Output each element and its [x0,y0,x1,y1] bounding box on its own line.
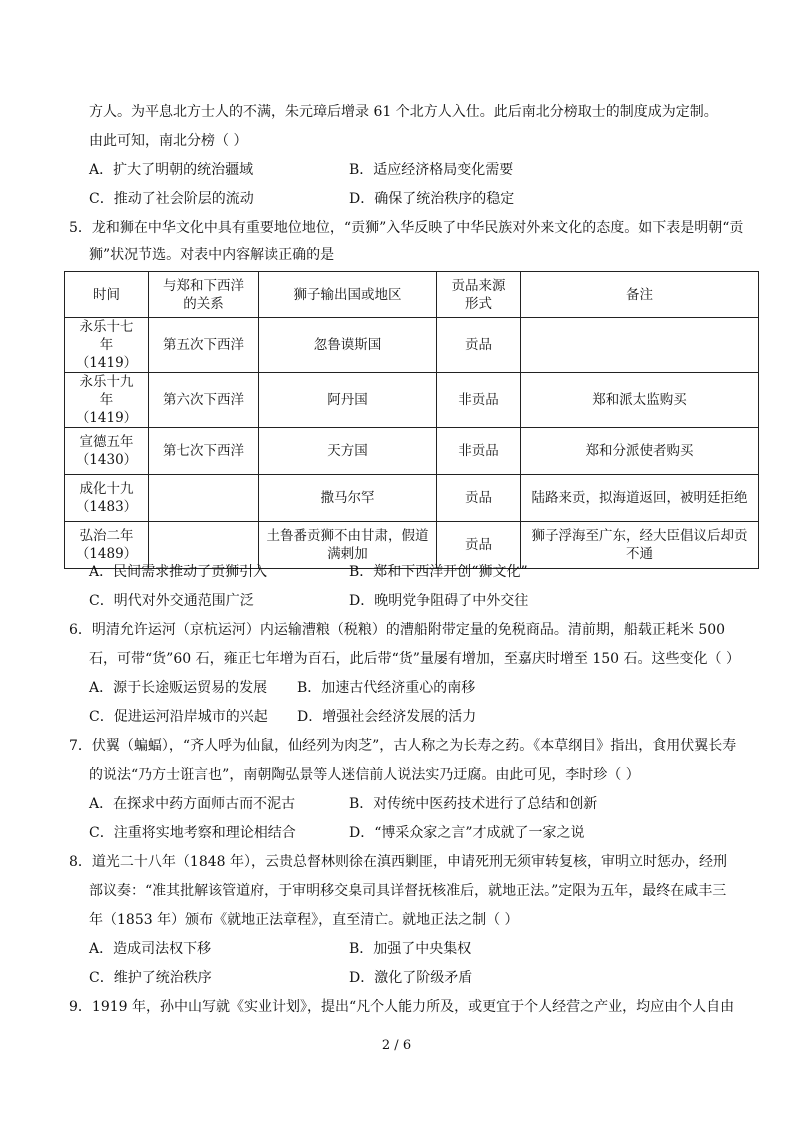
q8-option-c[interactable]: C．维护了统治秩序 [89,970,212,986]
q5-option-c[interactable]: C．明代对外交通范围广泛 [89,593,254,609]
header-remark: 备注 [521,272,759,318]
cell-origin: 天方国 [259,428,437,475]
q8-option-b[interactable]: B．加强了中央集权 [349,941,472,957]
cell-source-form: 贡品 [437,318,521,373]
q8-stem-line-2: 部议奏：“准其批解该管道府，于审明移交臬司具详督抚核准后，就地正法。”定限为五年，最终在咸丰三 [89,883,727,899]
header-time: 时间 [65,272,149,318]
q5-option-a[interactable]: A．民间需求推动了贡狮引入 [89,564,268,580]
q7-option-b[interactable]: B．对传统中医药技术进行了总结和创新 [349,796,598,812]
q6-option-d[interactable]: D．增强社会经济发展的活力 [297,709,477,725]
q4-stem-line-1: 方人。为平息北方士人的不满，朱元璋后增录 61 个北方人入仕。此后南北分榜取士的制度成为定制。 [89,104,718,120]
q4-option-b[interactable]: B．适应经济格局变化需要 [349,162,514,178]
q5-option-b[interactable]: B．郑和下西洋开创“狮文化” [349,564,528,580]
cell-origin: 撒马尔罕 [259,475,437,522]
q5-stem-line-1: 5．龙和狮在中华文化中具有重要地位地位，“贡狮”入华反映了中华民族对外来文化的态度。如下表是明朝“贡 [69,220,744,236]
q6-option-a[interactable]: A．源于长途贩运贸易的发展 [89,680,268,696]
cell-relation: 第七次下西洋 [149,428,259,475]
cell-origin: 忽鲁谟斯国 [259,318,437,373]
q5-stem-line-2: 狮”状况节选。对表中内容解读正确的是 [89,247,335,263]
q6-stem-line-2: 石，可带“货”60 石，雍正七年增为百石，此后带“货”量屡有增加，至嘉庆时增至 150 石。这些变化（ ） [89,651,740,667]
cell-remark: 郑和分派使者购买 [521,428,759,475]
q9-stem-line-1: 9．1919 年，孙中山写就《实业计划》，提出“凡个人能力所及，或更宜于个人经营之产业，均应由个人自由 [69,999,735,1015]
cell-time: 永乐十九年（1419） [65,373,149,428]
q6-option-c[interactable]: C．促进运河沿岸城市的兴起 [89,709,268,725]
page-number: 2 / 6 [381,1038,412,1053]
q8-option-a[interactable]: A．造成司法权下移 [89,941,212,957]
q4-option-d[interactable]: D．确保了统治秩序的稳定 [349,191,515,207]
q4-option-a[interactable]: A．扩大了明朝的统治疆域 [89,162,254,178]
table-row [65,475,759,522]
q7-stem-line-1: 7．伏翼（蝙蝠），“齐人呼为仙鼠，仙经列为肉芝”，古人称之为长寿之药。《本草纲目》指出，食用伏翼长寿 [69,738,737,754]
cell-relation: 第六次下西洋 [149,373,259,428]
cell-remark: 郑和派太监购买 [521,373,759,428]
q4-stem-line-2: 由此可知，南北分榜（ ） [89,133,248,149]
table-row [65,318,759,373]
cell-relation: 第五次下西洋 [149,318,259,373]
q4-option-c[interactable]: C．推动了社会阶层的流动 [89,191,254,207]
header-relation: 与郑和下西洋的关系 [149,272,259,318]
cell-remark [521,318,759,373]
cell-time: 弘治二年（1489） [65,522,149,569]
q8-option-d[interactable]: D．激化了阶级矛盾 [349,970,473,986]
cell-source-form: 非贡品 [437,373,521,428]
header-origin: 狮子输出国或地区 [259,272,437,318]
q5-option-d[interactable]: D．晚明党争阻碍了中外交往 [349,593,529,609]
q7-option-d[interactable]: D．“博采众家之言”才成就了一家之说 [349,825,585,841]
cell-remark: 狮子浮海至广东，经大臣倡议后却贡不通 [521,522,759,569]
table-row [65,428,759,475]
q7-option-a[interactable]: A．在探求中药方面师古而不泥古 [89,796,296,812]
header-source-form: 贡品来源形式 [437,272,521,318]
cell-relation [149,475,259,522]
q5-lion-tribute-table [64,271,759,569]
table-row [65,373,759,428]
q8-stem-line-3: 年（1853 年）颁布《就地正法章程》，直至清亡。就地正法之制（ ） [89,912,519,928]
cell-source-form: 非贡品 [437,428,521,475]
cell-time: 成化十九（1483） [65,475,149,522]
cell-source-form: 贡品 [437,522,521,569]
cell-time: 永乐十七年（1419） [65,318,149,373]
cell-remark: 陆路来贡，拟海道返回，被明廷拒绝 [521,475,759,522]
q8-stem-line-1: 8．道光二十八年（1848 年），云贵总督林则徐在滇西剿匪，申请死刑无须审转复核，审明立时惩办，经刑 [69,854,727,870]
cell-time: 宣德五年（1430） [65,428,149,475]
cell-source-form: 贡品 [437,475,521,522]
q6-option-b[interactable]: B．加速古代经济重心的南移 [297,680,476,696]
cell-origin: 阿丹国 [259,373,437,428]
cell-origin: 土鲁番贡狮不由甘肃，假道满剌加 [259,522,437,569]
q6-stem-line-1: 6．明清允许运河（京杭运河）内运输漕粮（税粮）的漕船附带定量的免税商品。清前期，船载正耗米 500 [69,622,726,638]
q7-stem-line-2: 的说法“乃方士诳言也”，南朝陶弘景等人迷信前人说法实乃迂腐。由此可见，李时珍（ ） [89,767,640,783]
table-header-row [65,272,759,318]
q7-option-c[interactable]: C．注重将实地考察和理论相结合 [89,825,296,841]
